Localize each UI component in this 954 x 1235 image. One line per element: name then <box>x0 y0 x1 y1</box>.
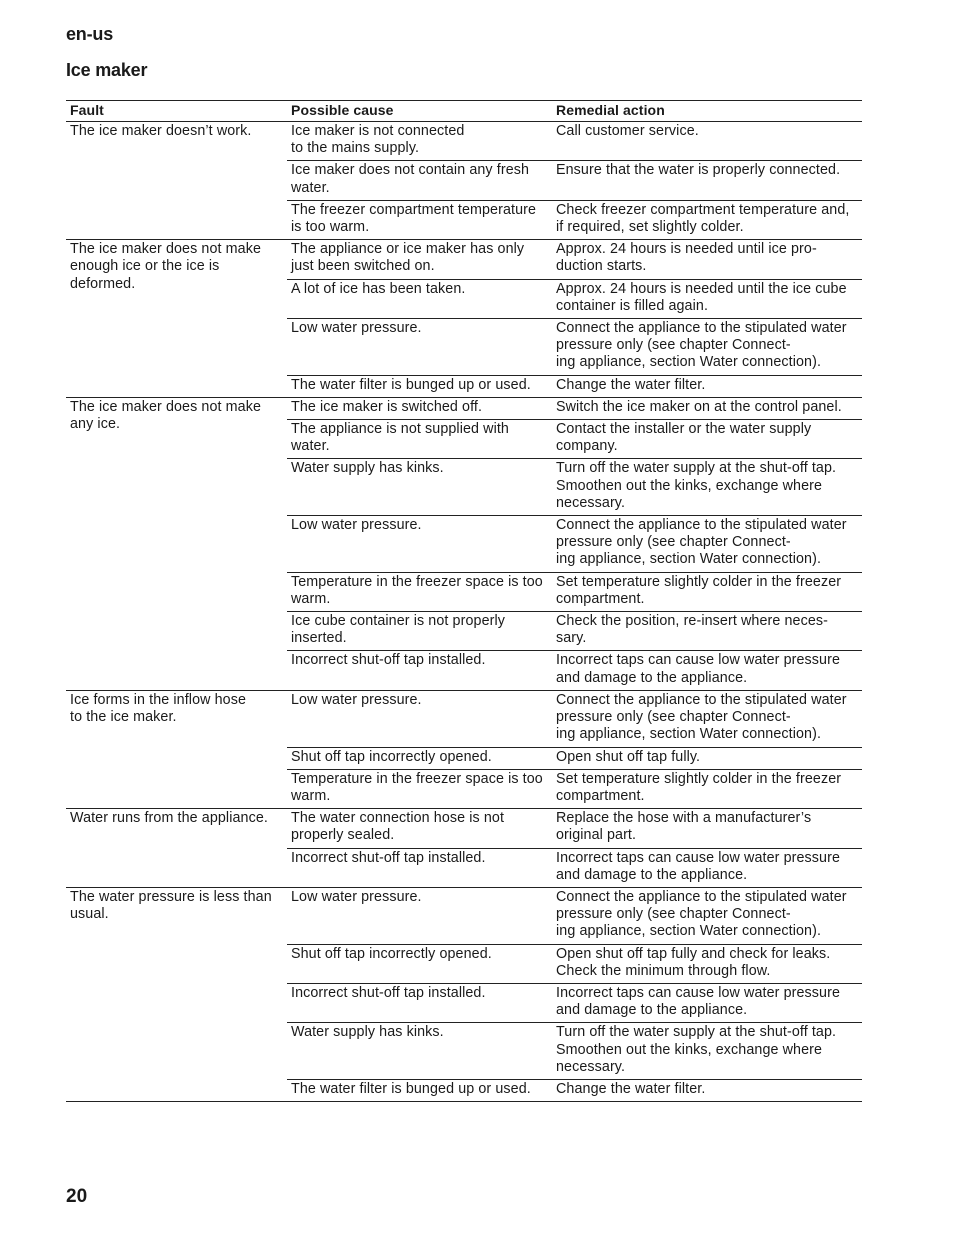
fault-cell: Ice forms in the inflow hose to the ice maker. <box>66 690 287 808</box>
table-row <box>66 887 862 944</box>
action-cell: Connect the appliance to the stipulated water pressure only (see chapter Connect- ing appliance, section Water connection). <box>552 887 862 944</box>
action-cell: Incorrect taps can cause low water pressure and damage to the appliance. <box>552 848 862 887</box>
cause-cell: Shut off tap incorrectly opened. <box>287 747 552 769</box>
table-row <box>66 397 862 419</box>
action-cell: Incorrect taps can cause low water pressure and damage to the appliance. <box>552 651 862 690</box>
cause-cell: Low water pressure. <box>287 690 552 747</box>
action-cell: Change the water filter. <box>552 375 862 397</box>
action-cell: Replace the hose with a manufacturer’s original part. <box>552 809 862 848</box>
section-title: Ice maker <box>66 60 148 80</box>
cause-cell: Low water pressure. <box>287 516 552 573</box>
column-header-possible-cause: Possible cause <box>287 101 552 122</box>
table-row <box>66 240 862 279</box>
action-cell: Turn off the water supply at the shut-off tap. Smoothen out the kinks, exchange where necessary. <box>552 459 862 516</box>
cause-cell: Temperature in the freezer space is too warm. <box>287 769 552 808</box>
action-cell: Ensure that the water is properly connected. <box>552 161 862 200</box>
action-cell: Turn off the water supply at the shut-off tap. Smoothen out the kinks, exchange where necessary. <box>552 1023 862 1080</box>
cause-cell: Water supply has kinks. <box>287 459 552 516</box>
column-header-fault: Fault <box>66 101 287 122</box>
table-row <box>66 809 862 848</box>
cause-cell: The water connection hose is not properly sealed. <box>287 809 552 848</box>
cause-cell: The appliance or ice maker has only just been switched on. <box>287 240 552 279</box>
cause-cell: Incorrect shut-off tap installed. <box>287 651 552 690</box>
locale-label: en-us <box>66 24 114 44</box>
table-row <box>66 690 862 747</box>
action-cell: Open shut off tap fully and check for leaks. Check the minimum through flow. <box>552 944 862 983</box>
action-cell: Set temperature slightly colder in the freezer compartment. <box>552 572 862 611</box>
cause-cell: Ice maker is not connected to the mains supply. <box>287 122 552 161</box>
cause-cell: Incorrect shut-off tap installed. <box>287 848 552 887</box>
cause-cell: The appliance is not supplied with water. <box>287 420 552 459</box>
fault-cell: The ice maker doesn’t work. <box>66 122 287 240</box>
cause-cell: Temperature in the freezer space is too warm. <box>287 572 552 611</box>
action-cell: Connect the appliance to the stipulated water pressure only (see chapter Connect- ing appliance, section Water connection). <box>552 319 862 376</box>
table-body <box>66 122 862 1102</box>
action-cell: Check freezer compartment temperature and, if required, set slightly colder. <box>552 200 862 239</box>
cause-cell: Low water pressure. <box>287 319 552 376</box>
action-cell: Call customer service. <box>552 122 862 161</box>
cause-cell: Ice maker does not contain any fresh water. <box>287 161 552 200</box>
cause-cell: The water filter is bunged up or used. <box>287 1079 552 1101</box>
fault-cell: The ice maker does not make enough ice or the ice is deformed. <box>66 240 287 398</box>
fault-cell: The ice maker does not make any ice. <box>66 397 287 690</box>
action-cell: Change the water filter. <box>552 1079 862 1101</box>
cause-cell: Incorrect shut-off tap installed. <box>287 983 552 1022</box>
action-cell: Switch the ice maker on at the control panel. <box>552 397 862 419</box>
cause-cell: The ice maker is switched off. <box>287 397 552 419</box>
page-number: 20 <box>66 1186 88 1207</box>
action-cell: Incorrect taps can cause low water pressure and damage to the appliance. <box>552 983 862 1022</box>
table-row <box>66 122 862 161</box>
cause-cell: The freezer compartment temperature is too warm. <box>287 200 552 239</box>
cause-cell: Low water pressure. <box>287 887 552 944</box>
action-cell: Open shut off tap fully. <box>552 747 862 769</box>
action-cell: Connect the appliance to the stipulated water pressure only (see chapter Connect- ing appliance, section Water connection). <box>552 690 862 747</box>
fault-cell: The water pressure is less than usual. <box>66 887 287 1101</box>
action-cell: Approx. 24 hours is needed until ice pro- duction starts. <box>552 240 862 279</box>
action-cell: Connect the appliance to the stipulated water pressure only (see chapter Connect- ing appliance, section Water connection). <box>552 516 862 573</box>
action-cell: Check the position, re-insert where neces- sary. <box>552 612 862 651</box>
table-header-row <box>66 101 862 122</box>
action-cell: Approx. 24 hours is needed until the ice cube container is filled again. <box>552 279 862 318</box>
action-cell: Contact the installer or the water supply company. <box>552 420 862 459</box>
action-cell: Set temperature slightly colder in the freezer compartment. <box>552 769 862 808</box>
fault-cell: Water runs from the appliance. <box>66 809 287 888</box>
column-header-remedial-action: Remedial action <box>552 101 862 122</box>
cause-cell: Water supply has kinks. <box>287 1023 552 1080</box>
cause-cell: Ice cube container is not properly inserted. <box>287 612 552 651</box>
fault-table <box>66 100 862 1102</box>
cause-cell: The water filter is bunged up or used. <box>287 375 552 397</box>
cause-cell: Shut off tap incorrectly opened. <box>287 944 552 983</box>
cause-cell: A lot of ice has been taken. <box>287 279 552 318</box>
